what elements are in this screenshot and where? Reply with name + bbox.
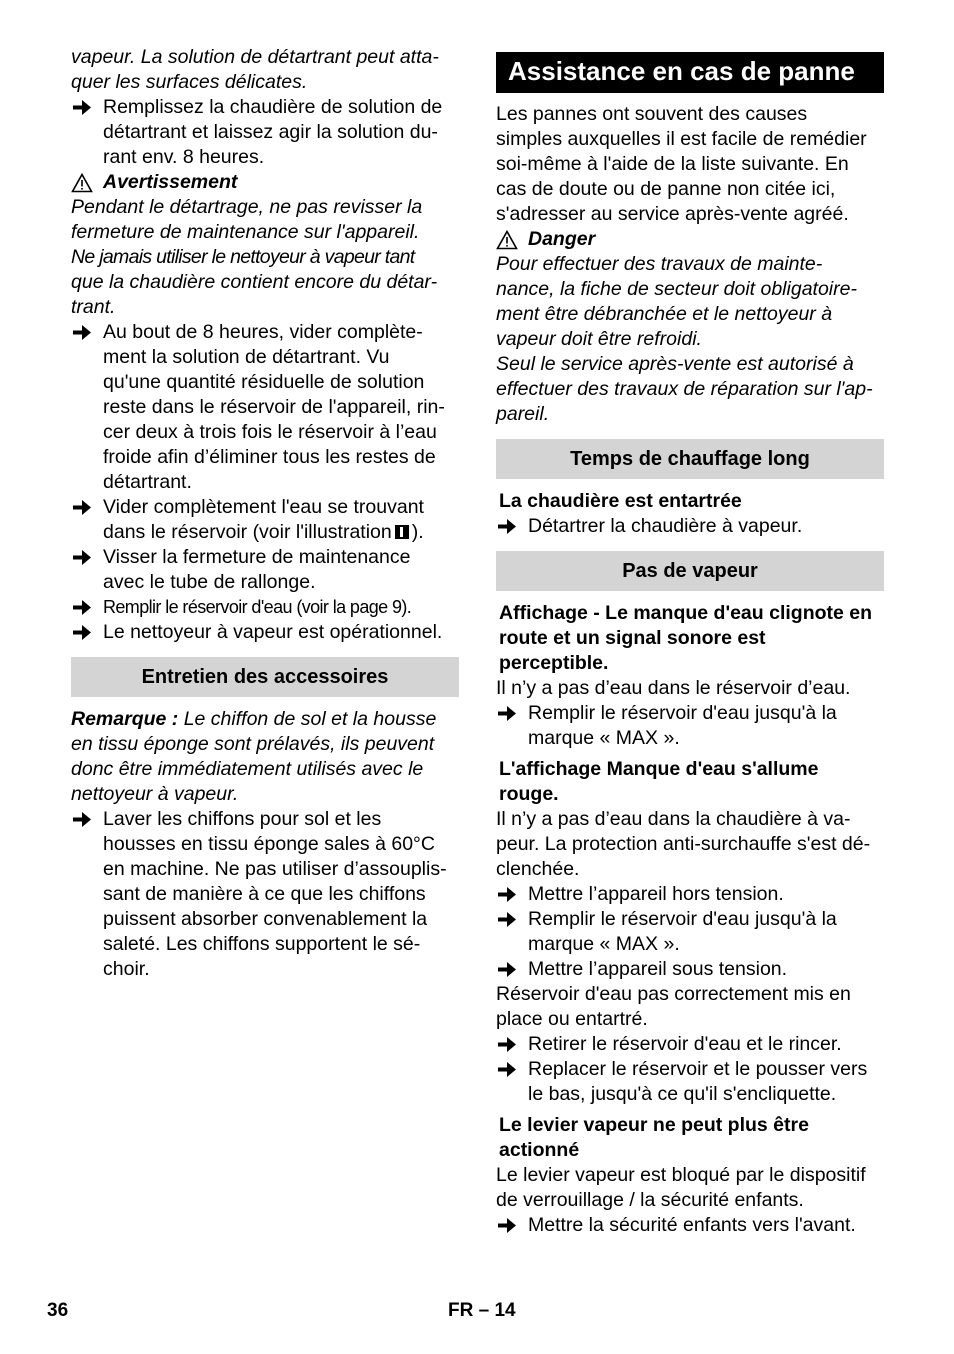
warning-triangle-icon — [496, 230, 518, 250]
text-line: Visser la fermeture de maintenance — [103, 546, 411, 568]
section-heading: Entretien des accessoires — [71, 657, 459, 697]
warning-text: Ne jamais utiliser le nettoyeur à vapeur tant — [71, 246, 415, 268]
instruction-step — [71, 595, 459, 620]
section-heading: Temps de chauffage long — [496, 439, 884, 479]
text-line: choir. — [103, 958, 150, 980]
danger-text: pareil. — [496, 403, 550, 425]
arrow-right-icon — [73, 600, 91, 615]
text-line: Retirer le réservoir d'eau et le rincer. — [528, 1033, 842, 1055]
text-line: reste dans le réservoir de l'appareil, rin- — [103, 396, 445, 418]
text-line: Le nettoyeur à vapeur est opérationnel. — [103, 621, 443, 643]
text-line: détartrant. — [103, 471, 192, 493]
instruction-step — [496, 1032, 884, 1057]
text-line: Remplir le réservoir d'eau jusqu'à la — [528, 908, 837, 930]
right-column — [496, 45, 884, 1238]
warning-title: Avertissement — [103, 171, 238, 193]
instruction-step — [71, 320, 459, 495]
text-line: soi-même à l'aide de la liste suivante. En — [496, 153, 849, 175]
text-span: ). — [411, 521, 424, 543]
text-line: Au bout de 8 heures, vider complète- — [103, 321, 423, 343]
arrow-right-icon — [73, 550, 91, 565]
text-line: clenchée. — [496, 858, 580, 880]
text-line: Vider complètement l'eau se trouvant — [103, 496, 424, 518]
arrow-right-icon — [498, 1037, 516, 1052]
instruction-step — [71, 95, 459, 170]
text-line: peur. La protection anti-surchauffe s'est dé- — [496, 833, 871, 855]
note-label: Remarque : — [71, 708, 179, 730]
text-line: Les pannes ont souvent des causes — [496, 103, 808, 125]
text-line: Réservoir d'eau pas correctement mis en — [496, 983, 851, 1005]
text-line: Mettre la sécurité enfants vers l'avant. — [528, 1214, 856, 1236]
note-text — [71, 707, 459, 732]
text-line: Remplissez la chaudière de solution de — [103, 96, 443, 118]
instruction-step — [496, 1057, 884, 1107]
warning-triangle-icon — [71, 173, 93, 193]
danger-text: ment être débranchée et le nettoyeur à — [496, 303, 833, 325]
text-line: Il n’y a pas d’eau dans la chaudière à va- — [496, 808, 851, 830]
arrow-right-icon — [498, 962, 516, 977]
text-line — [103, 520, 459, 545]
danger-text: vapeur doit être refroidi. — [496, 328, 702, 350]
section-heading: Pas de vapeur — [496, 551, 884, 591]
instruction-step — [496, 957, 884, 982]
text-span: Le chiffon de sol et la housse — [178, 708, 437, 730]
illustration-marker-icon — [395, 525, 409, 539]
text-line: Il n’y a pas d’eau dans le réservoir d’eau. — [496, 677, 851, 699]
sub-heading: perceptible. — [499, 652, 609, 674]
text-line: Détartrer la chaudière à vapeur. — [528, 515, 803, 537]
text-line: housses en tissu éponge sales à 60°C — [103, 833, 435, 855]
arrow-right-icon — [73, 100, 91, 115]
text-span: dans le réservoir (voir l'illustration — [103, 521, 392, 543]
footer-section-page: FR – 14 — [448, 1300, 516, 1321]
note-text: nettoyeur à vapeur. — [71, 783, 239, 805]
text-line: Le levier vapeur est bloqué par le dispositif — [496, 1164, 866, 1186]
warning-text: trant. — [71, 296, 116, 318]
instruction-step — [496, 701, 884, 751]
danger-heading — [496, 227, 884, 252]
sub-heading: route et un signal sonore est — [499, 627, 766, 649]
instruction-step — [71, 545, 459, 595]
text-line: Remplir le réservoir d'eau (voir la page 9). — [103, 597, 412, 617]
text-line: Mettre l’appareil sous tension. — [528, 958, 788, 980]
sub-heading: La chaudière est entartrée — [499, 490, 742, 512]
danger-title: Danger — [528, 228, 596, 250]
text-line: simples auxquelles il est facile de remédier — [496, 128, 867, 150]
warning-heading — [71, 170, 459, 195]
text-line: ment la solution de détartrant. Vu — [103, 346, 390, 368]
text-line: de verrouillage / la sécurité enfants. — [496, 1189, 804, 1211]
danger-text: effectuer des travaux de réparation sur l'ap- — [496, 378, 873, 400]
sub-heading: rouge. — [499, 783, 559, 805]
sub-heading: Le levier vapeur ne peut plus être — [499, 1114, 809, 1136]
text-line: avec le tube de rallonge. — [103, 571, 316, 593]
text-line: rant env. 8 heures. — [103, 146, 265, 168]
arrow-right-icon — [73, 325, 91, 340]
arrow-right-icon — [498, 887, 516, 902]
text-line: vapeur. La solution de détartrant peut atta- — [71, 46, 439, 68]
instruction-step — [496, 514, 884, 539]
text-line: froide afin d’éliminer tous les restes de — [103, 446, 436, 468]
instruction-step — [71, 807, 459, 982]
sub-heading: L'affichage Manque d'eau s'allume — [499, 758, 819, 780]
text-line: cer deux à trois fois le réservoir à l’eau — [103, 421, 437, 443]
instruction-step — [496, 882, 884, 907]
arrow-right-icon — [498, 912, 516, 927]
text-line: quer les surfaces délicates. — [71, 71, 308, 93]
text-line: en machine. Ne pas utiliser d’assouplis- — [103, 858, 447, 880]
text-line: marque « MAX ». — [528, 933, 680, 955]
text-line: Mettre l’appareil hors tension. — [528, 883, 784, 905]
warning-text: que la chaudière contient encore du détar- — [71, 271, 438, 293]
text-line: qu'une quantité résiduelle de solution — [103, 371, 425, 393]
danger-text: nance, la fiche de secteur doit obligatoire- — [496, 278, 857, 300]
instruction-step — [496, 1213, 884, 1238]
text-line: sant de manière à ce que les chiffons — [103, 883, 426, 905]
warning-text: fermeture de maintenance sur l'appareil. — [71, 221, 420, 243]
note-text: donc être immédiatement utilisés avec le — [71, 758, 424, 780]
text-line: cas de doute ou de panne non citée ici, — [496, 178, 836, 200]
text-line: place ou entartré. — [496, 1008, 648, 1030]
arrow-right-icon — [73, 500, 91, 515]
instruction-step — [71, 495, 459, 545]
chapter-title: Assistance en cas de panne — [496, 52, 884, 93]
text-line: marque « MAX ». — [528, 727, 680, 749]
text-line: Laver les chiffons pour sol et les — [103, 808, 382, 830]
arrow-right-icon — [498, 1062, 516, 1077]
text-line: saleté. Les chiffons supportent le sé- — [103, 933, 421, 955]
text-line: détartrant et laissez agir la solution du- — [103, 121, 438, 143]
arrow-right-icon — [498, 519, 516, 534]
arrow-right-icon — [73, 625, 91, 640]
arrow-right-icon — [73, 812, 91, 827]
text-line: le bas, jusqu'à ce qu'il s'encliquette. — [528, 1083, 837, 1105]
instruction-step — [71, 620, 459, 645]
text-line: puissent absorber convenablement la — [103, 908, 428, 930]
page-number: 36 — [47, 1300, 69, 1321]
note-text: en tissu éponge sont prélavés, ils peuvent — [71, 733, 435, 755]
text-line: s'adresser au service après-vente agréé. — [496, 203, 849, 225]
text-line: Remplir le réservoir d'eau jusqu'à la — [528, 702, 837, 724]
arrow-right-icon — [498, 1218, 516, 1233]
danger-text: Pour effectuer des travaux de mainte- — [496, 253, 823, 275]
instruction-step — [496, 907, 884, 957]
warning-text: Pendant le détartrage, ne pas revisser la — [71, 196, 423, 218]
left-column — [71, 45, 459, 982]
arrow-right-icon — [498, 706, 516, 721]
danger-text: Seul le service après-vente est autorisé à — [496, 353, 854, 375]
text-line: Replacer le réservoir et le pousser vers — [528, 1058, 868, 1080]
sub-heading: Affichage - Le manque d'eau clignote en — [499, 602, 873, 624]
sub-heading: actionné — [499, 1139, 580, 1161]
